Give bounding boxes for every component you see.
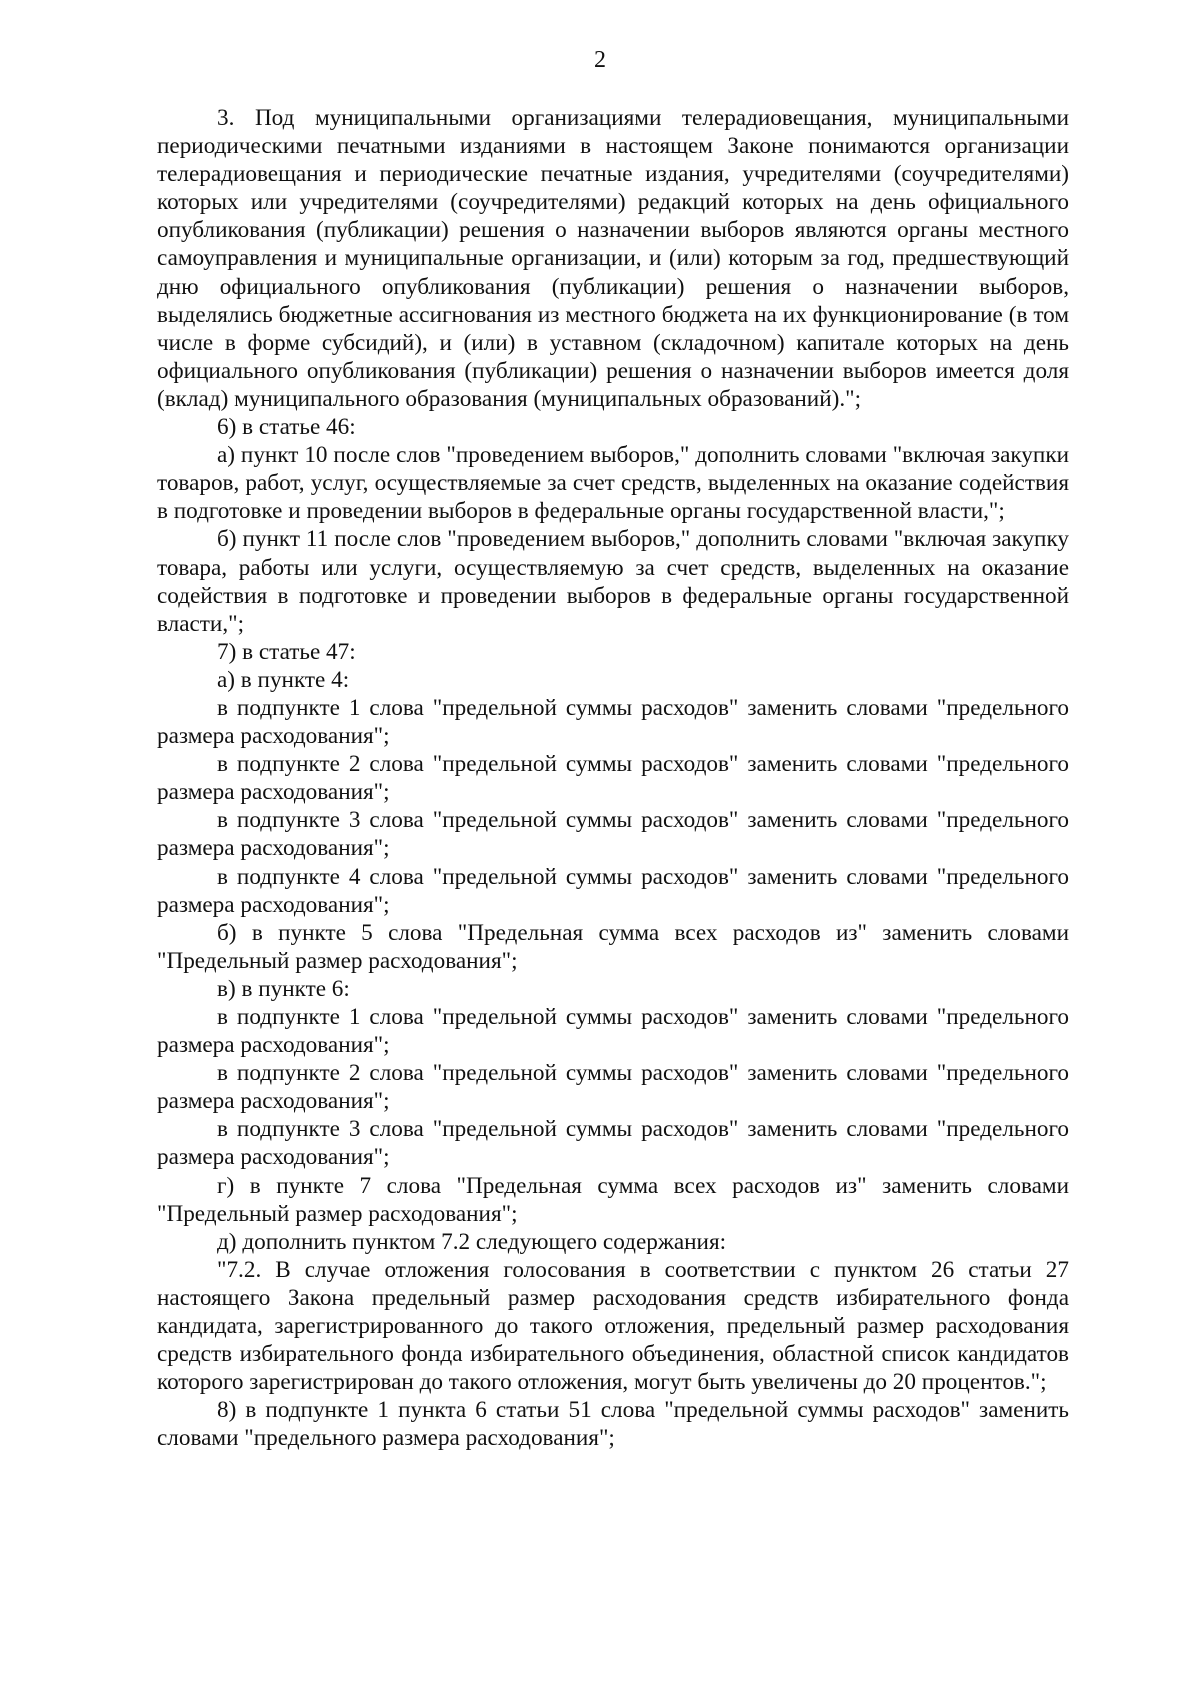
paragraph-item-7d: д) дополнить пунктом 7.2 следующего содержания:	[217, 1228, 727, 1255]
paragraph-item-7: 7) в статье 47:	[217, 638, 356, 665]
paragraph-item-7a-3: в подпункте 3 слова "предельной суммы расходов" заменить словами "предельного размера расходования";	[157, 807, 1069, 862]
paragraph-item-6b: б) пункт 11 после слов "проведением выборов," дополнить словами "включая закупку товара, работы или услуги, осуществляемую за счет средств, выделенных на оказание содействия в подготовке и проведении выборов в федеральные органы государственной власти,";	[157, 526, 1069, 637]
document-body	[157, 104, 1069, 1453]
paragraph-item-8: 8) в подпункте 1 пункта 6 статьи 51 слова "предельной суммы расходов" заменить словами "предельного размера расходования";	[157, 1397, 1069, 1452]
paragraph-item-7a-4: в подпункте 4 слова "предельной суммы расходов" заменить словами "предельного размера расходования";	[157, 863, 1069, 918]
paragraph-item-7v-3: в подпункте 3 слова "предельной суммы расходов" заменить словами "предельного размера расходования";	[157, 1116, 1069, 1171]
paragraph-item-7v-2: в подпункте 2 слова "предельной суммы расходов" заменить словами "предельного размера расходования";	[157, 1060, 1069, 1115]
paragraph-item-7g: г) в пункте 7 слова "Предельная сумма всех расходов из" заменить словами "Предельный размер расходования";	[157, 1172, 1069, 1227]
paragraph-item-7v-1: в подпункте 1 слова "предельной суммы расходов" заменить словами "предельного размера расходования";	[157, 1004, 1069, 1059]
paragraph-item-7a-1: в подпункте 1 слова "предельной суммы расходов" заменить словами "предельного размера расходования";	[157, 694, 1069, 750]
paragraph-item-3: 3. Под муниципальными организациями телерадиовещания, муниципальными периодическими печатными изданиями в настоящем Законе понимаются организации телерадиовещания и периодические печатные издания, учредителями (соучредителями) которых или учредителями (соучредителями) редакций которых на день официального опубликования (публикации) решения о назначении выборов являются органы местного самоуправления и муниципальные организации, и (или) которым за год, предшествующий дню официального опубликования (публикации) решения о назначении выборов, выделялись бюджетные ассигнования из местного бюджета на их функционирование (в том числе в форме субсидий), и (или) в уставном (складочном) капитале которых на день официального опубликования (публикации) решения о назначении выборов имеется доля (вклад) муниципального образования (муниципальных образований).";	[157, 105, 1069, 412]
paragraph-item-6: 6) в статье 46:	[217, 414, 356, 441]
paragraph-item-7v: в) в пункте 6:	[217, 975, 350, 1002]
page-number: 2	[594, 47, 606, 73]
paragraph-item-7a: а) в пункте 4:	[217, 666, 350, 693]
paragraph-item-7a-2: в подпункте 2 слова "предельной суммы расходов" заменить словами "предельного размера расходования";	[157, 751, 1069, 806]
paragraph-item-6a: а) пункт 10 после слов "проведением выборов," дополнить словами "включая закупки товаров, работ, услуг, осуществляемые за счет средств, выделенных на оказание содействия в подготовке и проведении выборов в федеральные органы государственной власти,";	[157, 442, 1069, 525]
paragraph-item-7b: б) в пункте 5 слова "Предельная сумма всех расходов из" заменить словами "Предельный размер расходования";	[157, 919, 1069, 974]
paragraph-item-7-2: "7.2. В случае отложения голосования в соответствии с пунктом 26 статьи 27 настоящего Закона предельный размер расходования средств избирательного фонда кандидата, зарегистрированного до такого отложения, предельный размер расходования средств избирательного фонда избирательного объединения, областной список кандидатов которого зарегистрирован до такого отложения, могут быть увеличены до 20 процентов.";	[157, 1256, 1069, 1396]
